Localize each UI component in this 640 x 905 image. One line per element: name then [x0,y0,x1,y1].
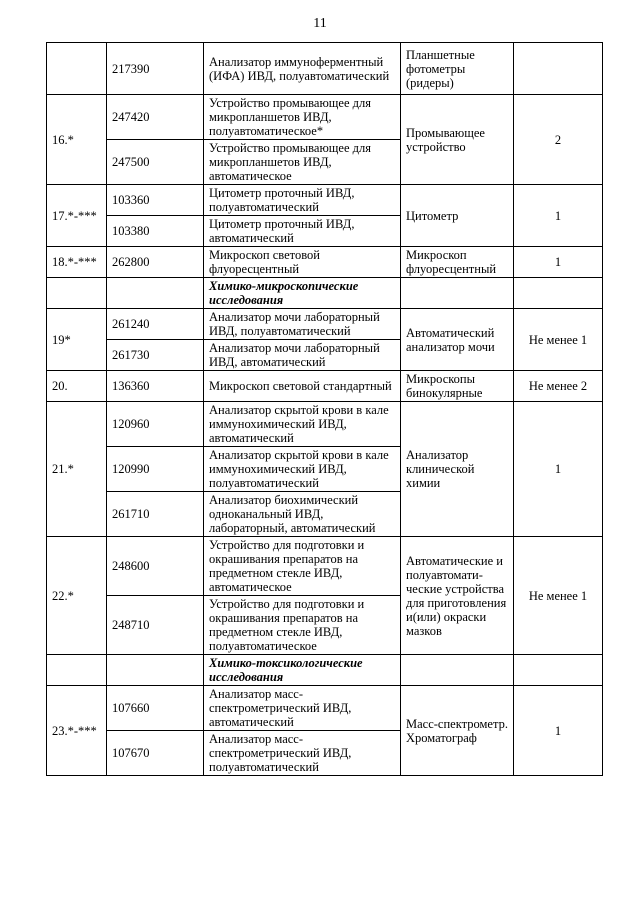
device-type-cell: Промывающее устройство [401,95,514,185]
code-cell: 103360 [107,185,204,216]
device-name-cell: Анализатор скрытой крови в кале иммунохимический ИВД, полуавтоматический [204,447,401,492]
equipment-table [46,42,603,776]
device-name-cell: Анализатор мочи лабораторный ИВД, полуавтоматический [204,309,401,340]
quantity-cell: 1 [514,185,603,247]
table-row [47,95,603,140]
device-type-cell: Цитометр [401,185,514,247]
table-row [47,537,603,596]
device-type-cell: Масс-спектрометр. Хроматограф [401,686,514,776]
device-name-cell: Устройство для подготовки и окрашивания препаратов на предметном стекле ИВД, автоматическое [204,537,401,596]
section-row [47,655,603,686]
device-name-cell: Устройство для подготовки и окрашивания препаратов на предметном стекле ИВД, полуавтоматическое [204,596,401,655]
code-cell: 247420 [107,95,204,140]
section-heading: Химико-токсикологические исследования [204,655,401,686]
item-number-cell [47,43,107,95]
table-row [47,686,603,731]
item-number-cell: 18.*-*** [47,247,107,278]
quantity-cell: 1 [514,402,603,537]
code-cell: 103380 [107,216,204,247]
device-name-cell: Анализатор мочи лабораторный ИВД, автоматический [204,340,401,371]
device-type-cell: Микроскоп флуоресцентный [401,247,514,278]
device-type-cell: Автоматический анализатор мочи [401,309,514,371]
code-cell: 261730 [107,340,204,371]
device-name-cell: Микроскоп световой флуоресцентный [204,247,401,278]
code-cell: 248710 [107,596,204,655]
item-number-cell: 20. [47,371,107,402]
code-cell: 120990 [107,447,204,492]
code-cell: 217390 [107,43,204,95]
device-name-cell: Анализатор биохимический одноканальный ИВД, лабораторный, автоматический [204,492,401,537]
device-type-cell: Планшетные фотометры (ридеры) [401,43,514,95]
device-name-cell: Устройство промывающее для микропланшетов ИВД, полуавтоматическое* [204,95,401,140]
item-number-cell: 21.* [47,402,107,537]
quantity-cell [514,43,603,95]
quantity-cell: 1 [514,247,603,278]
item-number-cell: 23.*-*** [47,686,107,776]
code-cell: 262800 [107,247,204,278]
code-cell: 261240 [107,309,204,340]
device-name-cell: Устройство промывающее для микропланшетов ИВД, автоматическое [204,140,401,185]
section-heading: Химико-микроскопические исследования [204,278,401,309]
code-cell: 136360 [107,371,204,402]
page-number: 11 [313,16,327,31]
code-cell: 107660 [107,686,204,731]
item-number-cell: 17.*-*** [47,185,107,247]
item-number-cell: 22.* [47,537,107,655]
code-cell: 261710 [107,492,204,537]
item-number-cell: 19* [47,309,107,371]
table-row [47,247,603,278]
item-number-cell: 16.* [47,95,107,185]
code-cell: 107670 [107,731,204,776]
code-cell: 120960 [107,402,204,447]
quantity-cell: Не менее 1 [514,309,603,371]
device-type-cell: Анализатор клинической химии [401,402,514,537]
device-name-cell: Цитометр проточный ИВД, автоматический [204,216,401,247]
device-name-cell: Анализатор масс-спектрометрический ИВД, полуавтоматический [204,731,401,776]
code-cell: 247500 [107,140,204,185]
device-name-cell: Анализатор масс-спектрометрический ИВД, автоматический [204,686,401,731]
device-name-cell: Анализатор иммуноферментный (ИФА) ИВД, полуавтоматический [204,43,401,95]
code-cell: 248600 [107,537,204,596]
table-row [47,43,603,95]
device-name-cell: Микроскоп световой стандартный [204,371,401,402]
table-row [47,402,603,447]
section-row [47,278,603,309]
device-type-cell: Автоматические и полуавтомати-ческие устройства для приготовления и(или) окраски мазков [401,537,514,655]
device-name-cell: Цитометр проточный ИВД, полуавтоматический [204,185,401,216]
device-type-cell: Микроскопы бинокулярные [401,371,514,402]
quantity-cell: Не менее 1 [514,537,603,655]
quantity-cell: Не менее 2 [514,371,603,402]
device-name-cell: Анализатор скрытой крови в кале иммунохимический ИВД, автоматический [204,402,401,447]
table-row [47,185,603,216]
quantity-cell: 2 [514,95,603,185]
table-row [47,309,603,340]
table-row [47,371,603,402]
quantity-cell: 1 [514,686,603,776]
